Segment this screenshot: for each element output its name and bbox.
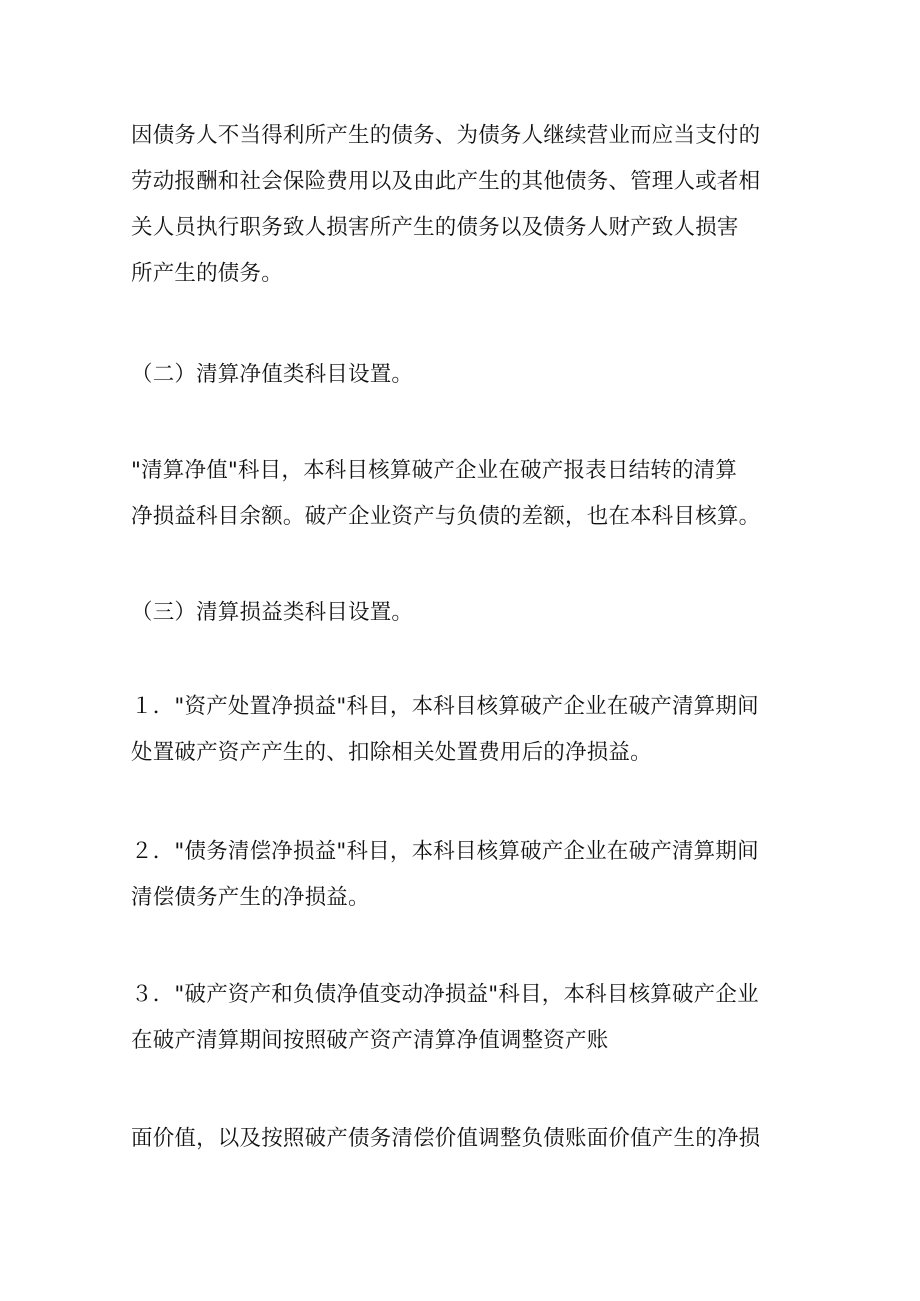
paragraph-debts-continued	[131, 113, 811, 297]
text-line: 净损益科目余额。破产企业资产与负债的差额，也在本科目核算。	[131, 504, 761, 529]
text-line: 清偿债务产生的净损益。	[131, 885, 370, 910]
section-heading: （三）清算损益类科目设置。	[131, 600, 414, 625]
text-line: "清算净值"科目，本科目核算破产企业在破产报表日结转的清算	[131, 458, 738, 483]
paragraph-liquidation-net-value	[131, 448, 811, 540]
text-line: ２．"债务清偿净损益"科目，本科目核算破产企业在破产清算期间	[131, 839, 759, 864]
section-heading-liquidation-profit-loss	[131, 590, 811, 636]
text-line: ３．"破产资产和负债净值变动净损益"科目，本科目核算破产企业	[131, 982, 759, 1007]
text-line: 面价值，以及按照破产债务清偿价值调整负债账面价值产生的净损	[131, 1126, 761, 1151]
list-item-3-net-value-change	[131, 972, 811, 1064]
text-line: 关人员执行职务致人损害所产生的债务以及债务人财产致人损害	[131, 215, 739, 240]
list-item-2-debt-settlement	[131, 829, 811, 921]
section-heading-liquidation-net-value	[131, 352, 811, 398]
section-heading: （二）清算净值类科目设置。	[131, 362, 414, 387]
text-line: 在破产清算期间按照破产资产清算净值调整资产账	[131, 1028, 609, 1053]
text-line: 处置破产资产产生的、扣除相关处置费用后的净损益。	[131, 740, 652, 765]
text-line: 劳动报酬和社会保险费用以及由此产生的其他债务、管理人或者相	[131, 169, 761, 194]
text-line: 因债务人不当得利所产生的债务、为债务人继续营业而应当支付的	[131, 123, 761, 148]
list-item-1-asset-disposal	[131, 684, 811, 776]
text-line: １．"资产处置净损益"科目，本科目核算破产企业在破产清算期间	[131, 694, 759, 719]
paragraph-book-value-continued	[131, 1116, 811, 1162]
text-line: 所产生的债务。	[131, 261, 283, 286]
